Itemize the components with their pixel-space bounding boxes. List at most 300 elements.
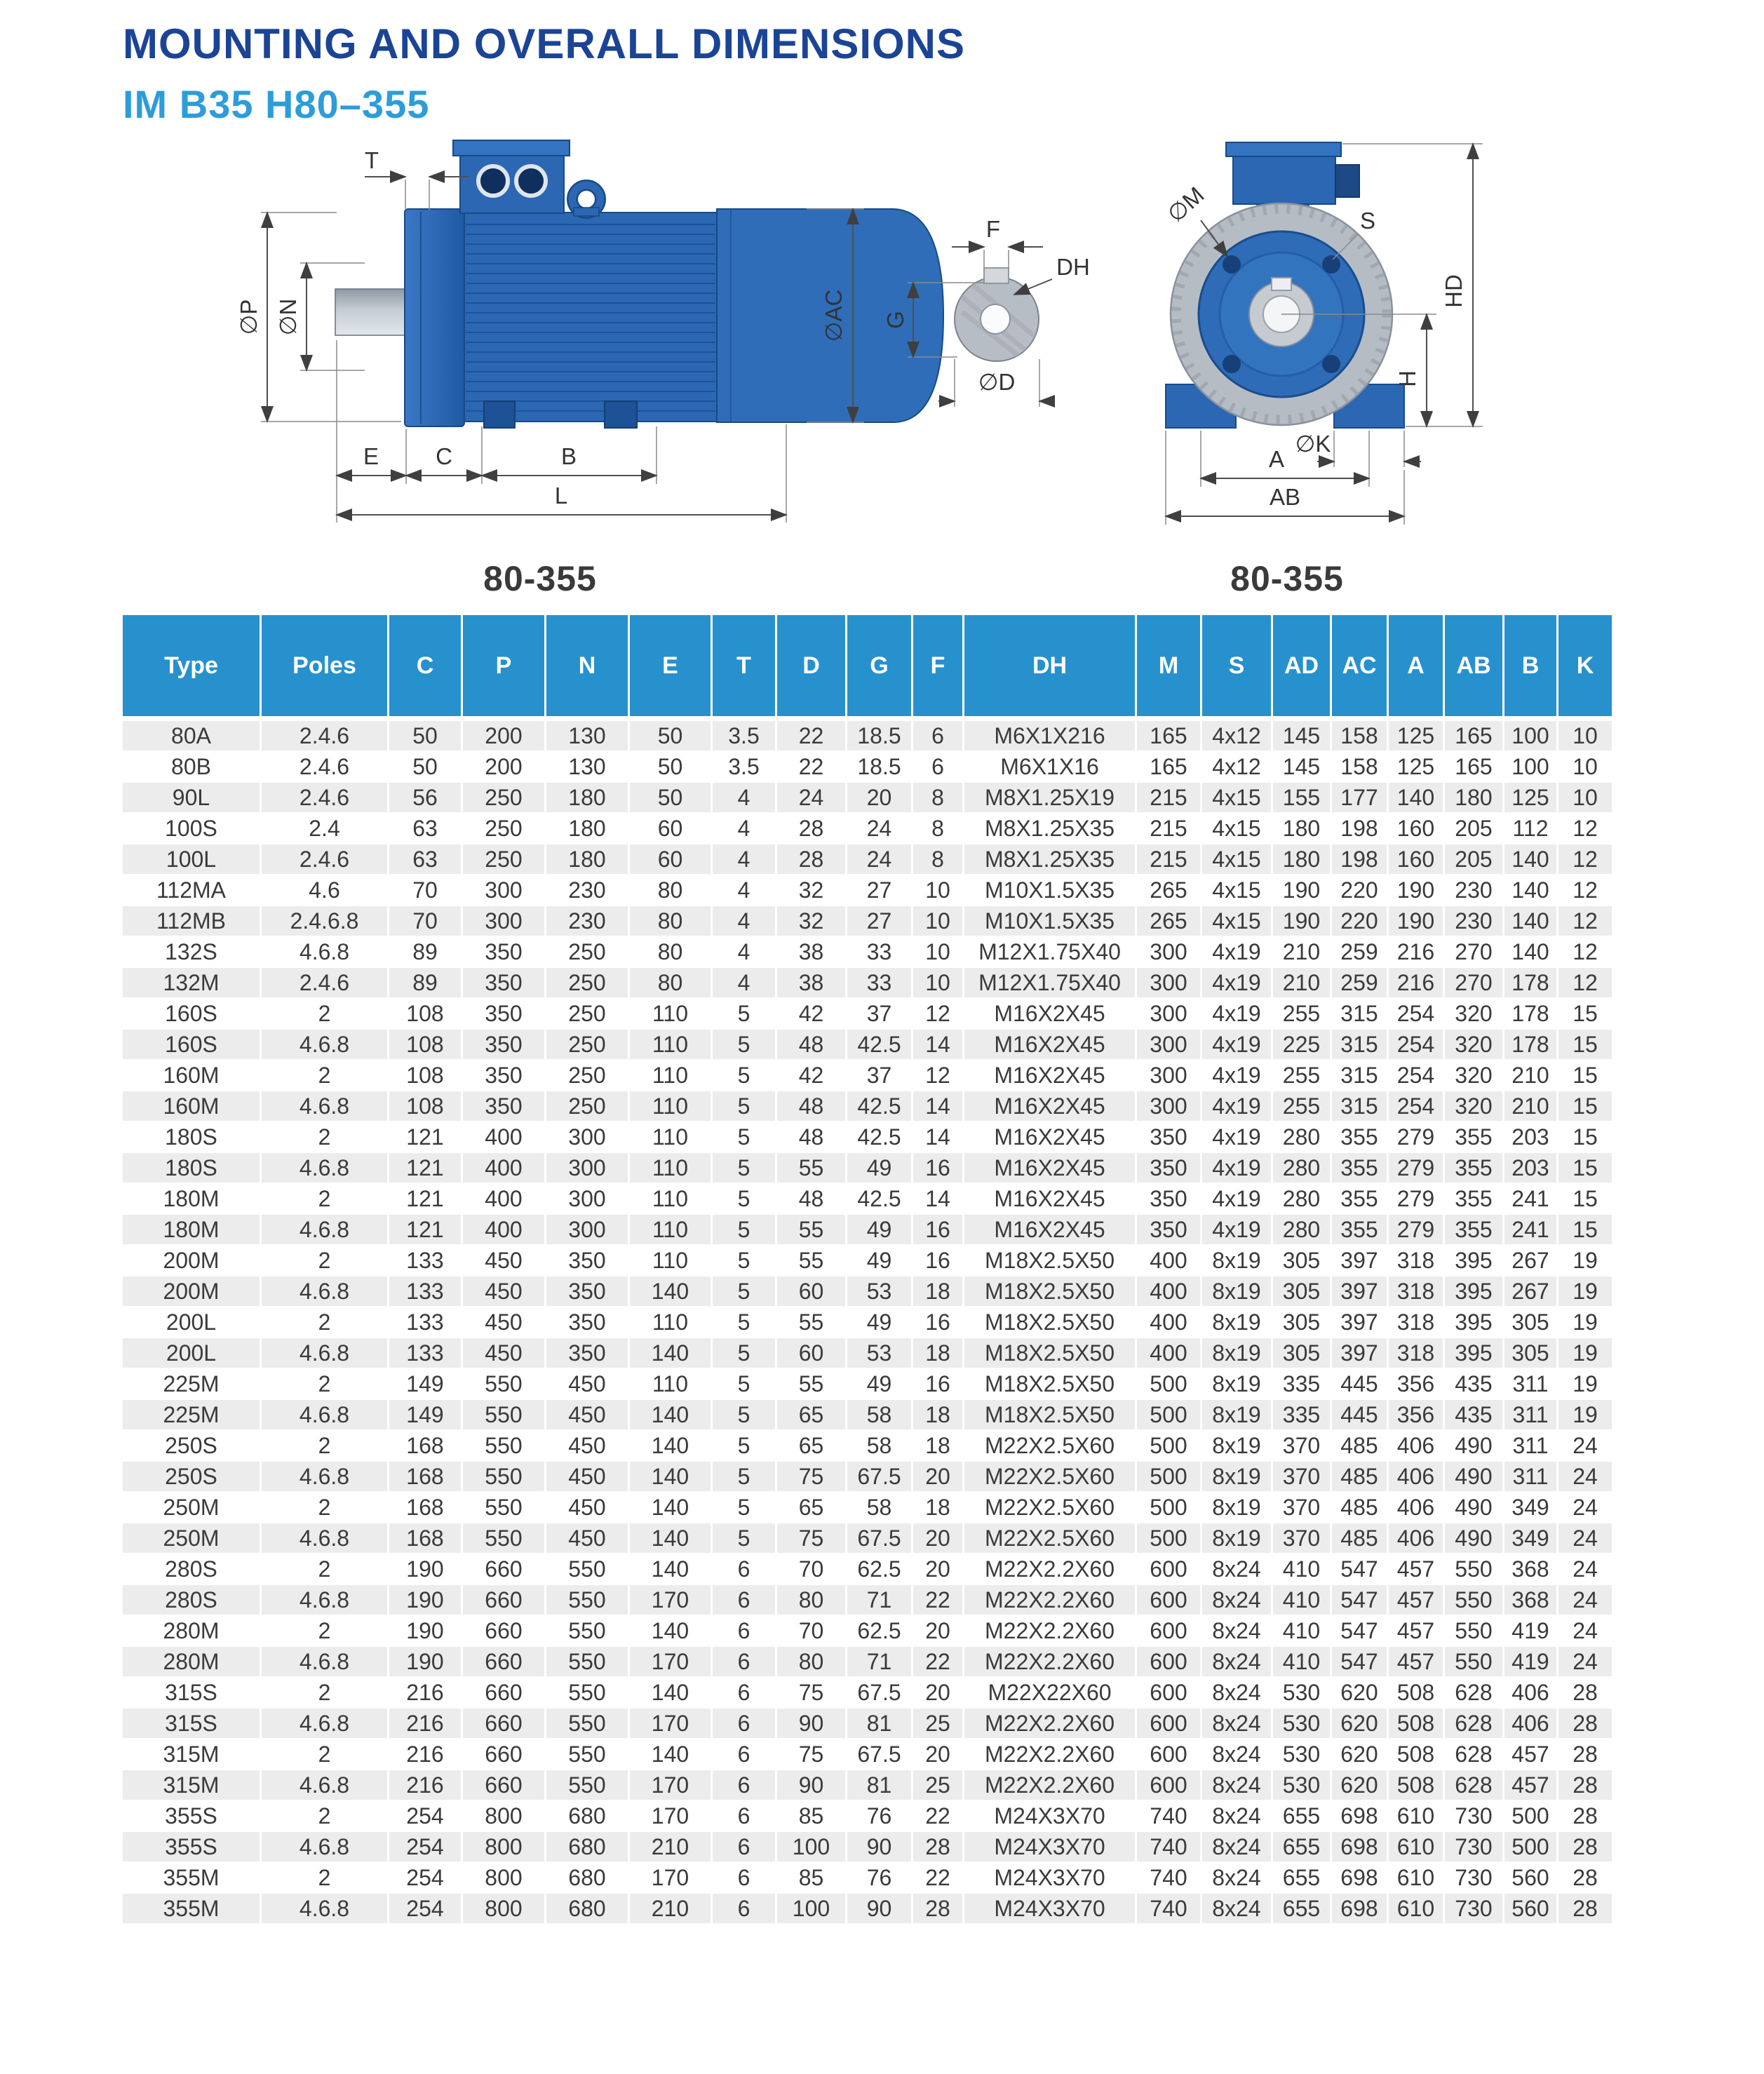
table-cell: 350 xyxy=(1137,1215,1202,1246)
table-cell: 24 xyxy=(847,844,913,875)
table-cell: 800 xyxy=(463,1863,546,1894)
table-cell: 100S xyxy=(123,814,262,844)
table-cell: 280S xyxy=(123,1585,262,1616)
table-cell: 730 xyxy=(1445,1863,1504,1894)
table-cell: 216 xyxy=(389,1770,463,1801)
table-cell: 4 xyxy=(713,937,777,968)
table-cell: 280 xyxy=(1273,1122,1332,1153)
table-cell: 6 xyxy=(713,1739,777,1770)
table-cell: 5 xyxy=(713,1431,777,1462)
table-cell: 318 xyxy=(1389,1246,1445,1277)
table-cell: 108 xyxy=(389,1091,463,1122)
table-cell: M18X2.5X50 xyxy=(964,1307,1137,1338)
table-cell: 8x24 xyxy=(1202,1585,1273,1616)
table-cell: 280 xyxy=(1273,1184,1332,1215)
table-cell: M6X1X16 xyxy=(964,752,1137,783)
table-cell: 6 xyxy=(713,1770,777,1801)
table-cell: 4.6.8 xyxy=(262,1462,389,1493)
table-cell: 5 xyxy=(713,999,777,1030)
table-cell: 4.6.8 xyxy=(262,1585,389,1616)
table-cell: 8x24 xyxy=(1202,1770,1273,1801)
column-header: DH xyxy=(964,615,1137,721)
table-cell: 70 xyxy=(389,875,463,906)
table-cell: 8x19 xyxy=(1202,1400,1273,1431)
table-cell: 85 xyxy=(777,1801,847,1832)
table-cell: M16X2X45 xyxy=(964,1215,1137,1246)
table-cell: 485 xyxy=(1332,1493,1389,1523)
table-cell: 49 xyxy=(847,1153,913,1184)
table-cell: 75 xyxy=(777,1678,847,1709)
dim-label-dh: DH xyxy=(1056,254,1090,280)
table-row xyxy=(123,1616,1614,1647)
table-cell: 280M xyxy=(123,1647,262,1678)
table-cell: 18 xyxy=(913,1493,964,1523)
table-cell: 18.5 xyxy=(847,721,913,752)
table-cell: 149 xyxy=(389,1369,463,1400)
table-cell: 550 xyxy=(463,1431,546,1462)
table-cell: 4.6.8 xyxy=(262,1215,389,1246)
table-cell: 660 xyxy=(463,1585,546,1616)
table-cell: 490 xyxy=(1445,1462,1504,1493)
table-cell: 110 xyxy=(630,1246,713,1277)
table-cell: M22X2.2X60 xyxy=(964,1770,1137,1801)
table-cell: 6 xyxy=(713,1647,777,1678)
table-cell: 311 xyxy=(1504,1369,1558,1400)
column-header: AB xyxy=(1445,615,1504,721)
table-cell: 90L xyxy=(123,783,262,814)
table-cell: 410 xyxy=(1273,1616,1332,1647)
table-row xyxy=(123,1462,1614,1493)
table-row xyxy=(123,1246,1614,1277)
table-cell: 8 xyxy=(913,844,964,875)
table-cell: 4x19 xyxy=(1202,999,1273,1030)
table-cell: 60 xyxy=(630,844,713,875)
table-cell: 311 xyxy=(1504,1462,1558,1493)
dim-label-g: G xyxy=(882,311,908,329)
front-view-drawing xyxy=(1162,142,1483,598)
table-cell: M16X2X45 xyxy=(964,1153,1137,1184)
table-cell: 4 xyxy=(713,844,777,875)
table-cell: 90 xyxy=(847,1894,913,1925)
table-cell: 165 xyxy=(1137,721,1202,752)
table-cell: 132S xyxy=(123,937,262,968)
table-cell: 210 xyxy=(630,1832,713,1863)
table-cell: 241 xyxy=(1504,1215,1558,1246)
table-cell: 5 xyxy=(713,1523,777,1554)
table-row xyxy=(123,752,1614,783)
table-cell: 18 xyxy=(913,1431,964,1462)
table-cell: 125 xyxy=(1389,721,1445,752)
table-cell: 300 xyxy=(546,1184,630,1215)
table-cell: 4.6.8 xyxy=(262,1338,389,1369)
table-cell: 165 xyxy=(1445,752,1504,783)
table-cell: 305 xyxy=(1273,1338,1332,1369)
table-cell: M24X3X70 xyxy=(964,1894,1137,1925)
table-cell: 355 xyxy=(1332,1122,1389,1153)
table-cell: 547 xyxy=(1332,1616,1389,1647)
table-cell: 168 xyxy=(389,1462,463,1493)
table-cell: 490 xyxy=(1445,1523,1504,1554)
table-cell: 680 xyxy=(546,1801,630,1832)
table-cell: 305 xyxy=(1273,1307,1332,1338)
table-cell: 300 xyxy=(1137,968,1202,999)
dim-label-n: ∅N xyxy=(275,298,301,336)
table-cell: 730 xyxy=(1445,1801,1504,1832)
table-cell: 180 xyxy=(1445,783,1504,814)
table-cell: 500 xyxy=(1504,1832,1558,1863)
table-cell: 250 xyxy=(546,999,630,1030)
figure-caption: 80-355 xyxy=(483,559,597,598)
table-cell: 250 xyxy=(546,1091,630,1122)
dim-label-l: L xyxy=(554,483,568,509)
table-cell: 320 xyxy=(1445,1060,1504,1091)
table-cell: 6 xyxy=(713,1801,777,1832)
table-cell: M24X3X70 xyxy=(964,1863,1137,1894)
table-cell: 190 xyxy=(389,1647,463,1678)
table-cell: 100L xyxy=(123,844,262,875)
table-cell: 22 xyxy=(913,1585,964,1616)
table-cell: 170 xyxy=(630,1647,713,1678)
table-cell: 19 xyxy=(1558,1400,1614,1431)
table-cell: 450 xyxy=(463,1246,546,1277)
table-cell: 133 xyxy=(389,1246,463,1277)
table-cell: 180S xyxy=(123,1153,262,1184)
table-cell: 4 xyxy=(713,814,777,844)
table-cell: 550 xyxy=(463,1493,546,1523)
table-row xyxy=(123,1739,1614,1770)
flange-bolt-hole xyxy=(1322,255,1340,274)
table-cell: 125 xyxy=(1389,752,1445,783)
table-cell: 8x24 xyxy=(1202,1709,1273,1739)
table-cell: M6X1X216 xyxy=(964,721,1137,752)
table-cell: 180S xyxy=(123,1122,262,1153)
table-cell: 20 xyxy=(913,1739,964,1770)
table-cell: 280S xyxy=(123,1554,262,1585)
table-cell: 395 xyxy=(1445,1338,1504,1369)
table-cell: 279 xyxy=(1389,1184,1445,1215)
table-cell: 125 xyxy=(1504,783,1558,814)
table-cell: 457 xyxy=(1389,1554,1445,1585)
table-cell: 457 xyxy=(1389,1647,1445,1678)
table-cell: 130 xyxy=(546,721,630,752)
table-cell: 680 xyxy=(546,1832,630,1863)
table-cell: 27 xyxy=(847,875,913,906)
table-cell: 190 xyxy=(389,1585,463,1616)
table-cell: 50 xyxy=(630,783,713,814)
table-cell: 550 xyxy=(546,1647,630,1678)
table-cell: 76 xyxy=(847,1863,913,1894)
table-cell: 15 xyxy=(1558,1215,1614,1246)
table-cell: M22X2.2X60 xyxy=(964,1554,1137,1585)
table-cell: 200M xyxy=(123,1277,262,1307)
table-row xyxy=(123,1431,1614,1462)
table-cell: 140 xyxy=(630,1523,713,1554)
table-cell: 550 xyxy=(1445,1554,1504,1585)
table-cell: 406 xyxy=(1389,1462,1445,1493)
table-cell: 80 xyxy=(777,1585,847,1616)
table-cell: 395 xyxy=(1445,1246,1504,1277)
table-cell: 50 xyxy=(389,752,463,783)
table-cell: M16X2X45 xyxy=(964,1122,1137,1153)
table-cell: 254 xyxy=(1389,1091,1445,1122)
table-cell: 42.5 xyxy=(847,1122,913,1153)
table-cell: 6 xyxy=(713,1863,777,1894)
table-row xyxy=(123,783,1614,814)
table-row xyxy=(123,814,1614,844)
table-cell: 4x19 xyxy=(1202,1122,1273,1153)
table-cell: 37 xyxy=(847,999,913,1030)
table-cell: 140 xyxy=(630,1462,713,1493)
table-cell: 28 xyxy=(913,1894,964,1925)
table-cell: 16 xyxy=(913,1215,964,1246)
table-cell: 265 xyxy=(1137,906,1202,937)
table-cell: 108 xyxy=(389,1060,463,1091)
table-cell: M22X22X60 xyxy=(964,1678,1137,1709)
column-header: Poles xyxy=(262,615,389,721)
table-cell: 20 xyxy=(913,1523,964,1554)
table-cell: 550 xyxy=(463,1400,546,1431)
table-cell: M24X3X70 xyxy=(964,1801,1137,1832)
table-row xyxy=(123,968,1614,999)
table-cell: 4.6.8 xyxy=(262,937,389,968)
table-cell: 2 xyxy=(262,1678,389,1709)
table-cell: 58 xyxy=(847,1493,913,1523)
table-cell: 28 xyxy=(1558,1863,1614,1894)
foot xyxy=(605,401,637,428)
table-cell: 15 xyxy=(1558,1184,1614,1215)
table-cell: 42 xyxy=(777,999,847,1030)
table-cell: 180 xyxy=(546,844,630,875)
dim-label-k: ∅K xyxy=(1295,431,1331,457)
table-cell: 397 xyxy=(1332,1338,1389,1369)
table-cell: 160 xyxy=(1389,844,1445,875)
table-cell: 600 xyxy=(1137,1585,1202,1616)
table-cell: 4x19 xyxy=(1202,968,1273,999)
table-cell: 2 xyxy=(262,1246,389,1277)
table-cell: 698 xyxy=(1332,1832,1389,1863)
table-cell: 140 xyxy=(1504,875,1558,906)
table-cell: 254 xyxy=(389,1801,463,1832)
table-cell: 140 xyxy=(1504,906,1558,937)
table-cell: 178 xyxy=(1504,968,1558,999)
table-row xyxy=(123,1585,1614,1616)
table-cell: 225 xyxy=(1273,1030,1332,1060)
table-cell: 255 xyxy=(1273,999,1332,1030)
table-cell: 628 xyxy=(1445,1678,1504,1709)
table-cell: 8x19 xyxy=(1202,1431,1273,1462)
table-row xyxy=(123,1523,1614,1554)
table-row xyxy=(123,1030,1614,1060)
table-cell: 410 xyxy=(1273,1585,1332,1616)
table-cell: 300 xyxy=(1137,1060,1202,1091)
table-cell: 254 xyxy=(389,1832,463,1863)
table-cell: 90 xyxy=(777,1709,847,1739)
table-cell: 419 xyxy=(1504,1616,1558,1647)
technical-drawings xyxy=(0,130,1764,615)
table-cell: 370 xyxy=(1273,1493,1332,1523)
table-cell: 350 xyxy=(546,1246,630,1277)
table-cell: 85 xyxy=(777,1863,847,1894)
table-cell: 2.4.6.8 xyxy=(262,906,389,937)
table-cell: 620 xyxy=(1332,1739,1389,1770)
table-cell: 655 xyxy=(1273,1801,1332,1832)
table-cell: 254 xyxy=(1389,1030,1445,1060)
table-cell: 112MB xyxy=(123,906,262,937)
table-cell: 255 xyxy=(1273,1060,1332,1091)
table-cell: 600 xyxy=(1137,1678,1202,1709)
table-cell: 320 xyxy=(1445,1091,1504,1122)
table-row xyxy=(123,1770,1614,1801)
table-cell: 280 xyxy=(1273,1215,1332,1246)
table-cell: 350 xyxy=(546,1338,630,1369)
table-cell: 300 xyxy=(1137,937,1202,968)
table-cell: 49 xyxy=(847,1307,913,1338)
table-cell: 655 xyxy=(1273,1894,1332,1925)
table-cell: 450 xyxy=(463,1338,546,1369)
table-cell: 2 xyxy=(262,1739,389,1770)
table-cell: 70 xyxy=(777,1554,847,1585)
table-cell: M8X1.25X19 xyxy=(964,783,1137,814)
table-cell: 355 xyxy=(1445,1184,1504,1215)
table-cell: 680 xyxy=(546,1894,630,1925)
table-cell: 318 xyxy=(1389,1307,1445,1338)
table-cell: 121 xyxy=(389,1215,463,1246)
table-cell: 4.6 xyxy=(262,875,389,906)
table-cell: 112MA xyxy=(123,875,262,906)
table-cell: 38 xyxy=(777,937,847,968)
table-cell: 400 xyxy=(463,1153,546,1184)
table-cell: 4.6.8 xyxy=(262,1400,389,1431)
table-cell: 500 xyxy=(1137,1462,1202,1493)
table-cell: 15 xyxy=(1558,1153,1614,1184)
table-cell: 400 xyxy=(1137,1307,1202,1338)
table-cell: 250S xyxy=(123,1431,262,1462)
table-cell: 190 xyxy=(1389,875,1445,906)
table-cell: 490 xyxy=(1445,1493,1504,1523)
table-cell: 4x12 xyxy=(1202,752,1273,783)
table-cell: 279 xyxy=(1389,1215,1445,1246)
table-cell: 8x24 xyxy=(1202,1863,1273,1894)
table-cell: 485 xyxy=(1332,1523,1389,1554)
table-cell: 547 xyxy=(1332,1554,1389,1585)
table-cell: 177 xyxy=(1332,783,1389,814)
table-cell: 368 xyxy=(1504,1554,1558,1585)
table-cell: 3.5 xyxy=(713,721,777,752)
table-cell: 65 xyxy=(777,1431,847,1462)
table-cell: 20 xyxy=(913,1678,964,1709)
table-cell: 12 xyxy=(913,1060,964,1091)
table-cell: M18X2.5X50 xyxy=(964,1400,1137,1431)
table-cell: 190 xyxy=(389,1554,463,1585)
table-cell: 110 xyxy=(630,1091,713,1122)
table-cell: 550 xyxy=(546,1709,630,1739)
table-cell: 56 xyxy=(389,783,463,814)
table-cell: 160M xyxy=(123,1060,262,1091)
table-cell: 50 xyxy=(389,721,463,752)
table-cell: 19 xyxy=(1558,1277,1614,1307)
table-cell: 2 xyxy=(262,1369,389,1400)
table-cell: 15 xyxy=(1558,1091,1614,1122)
table-cell: 180 xyxy=(1273,814,1332,844)
table-cell: 170 xyxy=(630,1585,713,1616)
table-cell: 435 xyxy=(1445,1369,1504,1400)
table-cell: 100 xyxy=(777,1832,847,1863)
table-cell: 55 xyxy=(777,1153,847,1184)
table-cell: 5 xyxy=(713,1400,777,1431)
table-cell: 560 xyxy=(1504,1894,1558,1925)
table-cell: 698 xyxy=(1332,1801,1389,1832)
table-cell: 20 xyxy=(847,783,913,814)
table-cell: 8x24 xyxy=(1202,1739,1273,1770)
table-cell: 355 xyxy=(1332,1184,1389,1215)
table-cell: 550 xyxy=(1445,1647,1504,1678)
table-cell: 16 xyxy=(913,1369,964,1400)
table-cell: M16X2X45 xyxy=(964,1030,1137,1060)
table-cell: 110 xyxy=(630,1369,713,1400)
dim-label-c: C xyxy=(436,443,452,469)
table-cell: 450 xyxy=(463,1277,546,1307)
table-row xyxy=(123,1153,1614,1184)
keyway xyxy=(1272,278,1291,290)
table-cell: 20 xyxy=(913,1616,964,1647)
table-cell: M8X1.25X35 xyxy=(964,814,1137,844)
table-cell: 10 xyxy=(1558,783,1614,814)
table-cell: 28 xyxy=(1558,1801,1614,1832)
table-cell: 610 xyxy=(1389,1894,1445,1925)
table-cell: 740 xyxy=(1137,1863,1202,1894)
table-cell: 254 xyxy=(1389,1060,1445,1091)
table-cell: 48 xyxy=(777,1030,847,1060)
table-cell: 457 xyxy=(1389,1616,1445,1647)
dim-label-e: E xyxy=(363,443,379,469)
table-cell: 180 xyxy=(546,814,630,844)
table-cell: 660 xyxy=(463,1678,546,1709)
table-cell: 8x19 xyxy=(1202,1523,1273,1554)
table-cell: 6 xyxy=(713,1832,777,1863)
table-cell: 620 xyxy=(1332,1678,1389,1709)
table-cell: 5 xyxy=(713,1184,777,1215)
table-cell: 55 xyxy=(777,1369,847,1400)
table-cell: 355M xyxy=(123,1894,262,1925)
table-cell: 730 xyxy=(1445,1894,1504,1925)
table-cell: 550 xyxy=(546,1616,630,1647)
table-cell: 8x19 xyxy=(1202,1338,1273,1369)
table-row xyxy=(123,1832,1614,1863)
table-cell: 12 xyxy=(1558,906,1614,937)
table-cell: 24 xyxy=(1558,1431,1614,1462)
table-cell: 800 xyxy=(463,1894,546,1925)
table-cell: 547 xyxy=(1332,1647,1389,1678)
table-cell: 2 xyxy=(262,1493,389,1523)
table-cell: 225M xyxy=(123,1369,262,1400)
table-cell: 4 xyxy=(713,968,777,999)
table-cell: 450 xyxy=(546,1400,630,1431)
dim-label-p: ∅P xyxy=(236,299,262,335)
table-cell: 110 xyxy=(630,1153,713,1184)
table-cell: 108 xyxy=(389,999,463,1030)
table-row xyxy=(123,1215,1614,1246)
table-cell: 71 xyxy=(847,1585,913,1616)
table-cell: 58 xyxy=(847,1431,913,1462)
table-cell: 4x19 xyxy=(1202,1215,1273,1246)
table-cell: 355S xyxy=(123,1832,262,1863)
table-cell: M8X1.25X35 xyxy=(964,844,1137,875)
table-cell: 27 xyxy=(847,906,913,937)
table-cell: 2 xyxy=(262,1431,389,1462)
table-cell: 133 xyxy=(389,1307,463,1338)
table-cell: 10 xyxy=(1558,752,1614,783)
table-cell: 250S xyxy=(123,1462,262,1493)
